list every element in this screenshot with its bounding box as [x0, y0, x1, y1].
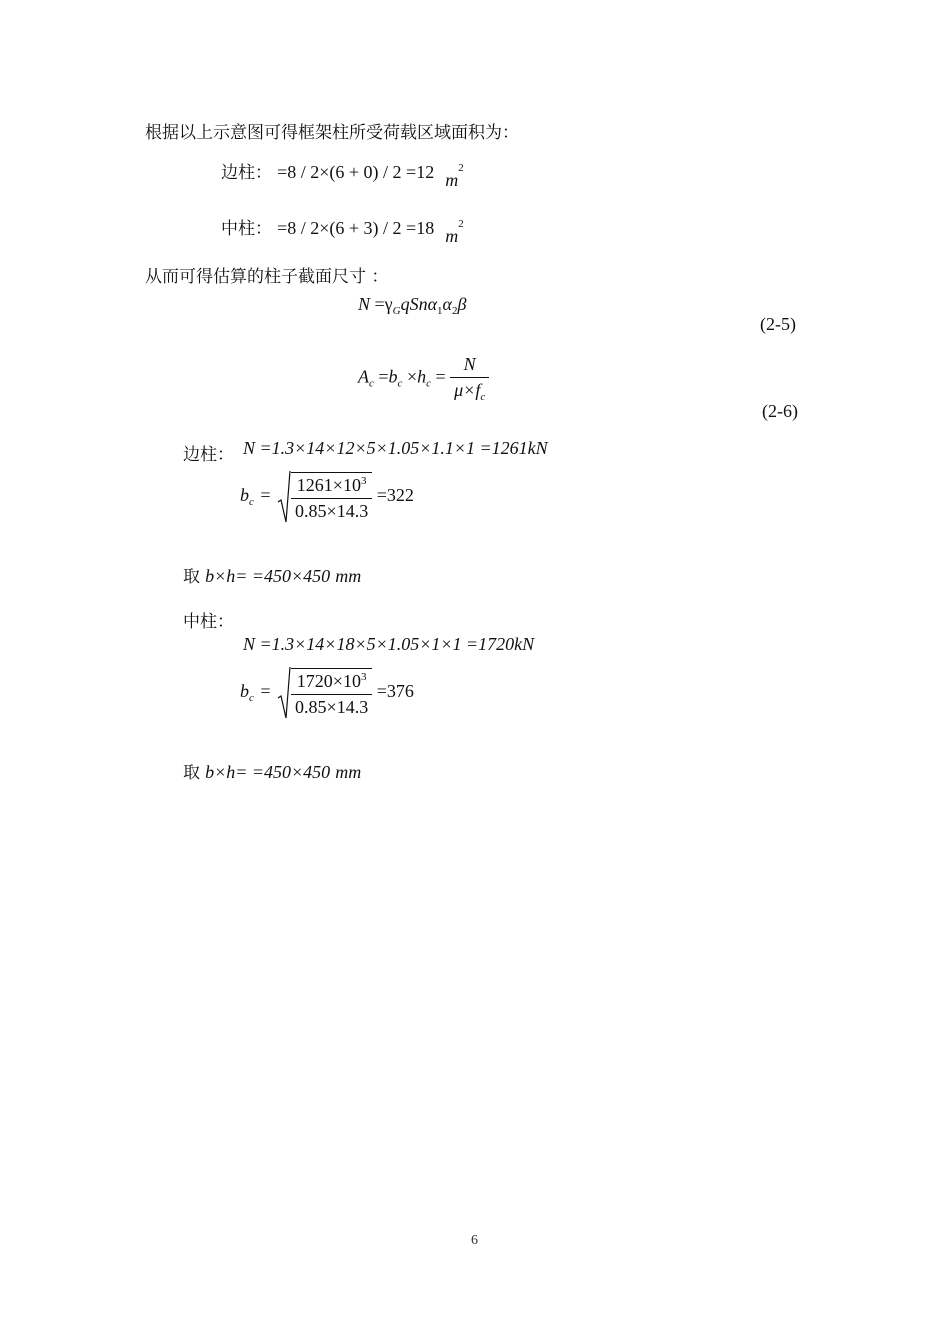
eq25-1: 1 [437, 305, 443, 317]
edge-take-unit: mm [335, 566, 362, 586]
eq26-c3: c [426, 377, 431, 390]
mid-bc-den: 0.85×14.3 [295, 697, 369, 717]
edge-bc-result: =322 [376, 485, 414, 506]
area-edge-expr: =8 / 2×(6 + 0) / 2 =12 [277, 162, 435, 182]
edge-N-expr: N =1.3×14×12×5×1.05×1.1×1 =1261kN [243, 438, 548, 458]
area-edge-unit-exp: 2 [458, 162, 464, 174]
edge-bc-row: $b_c$ = $\frac{1261\times 10^3}{0.85\times 14.3}$ =322 [240, 470, 414, 524]
area-edge-label: 边柱： [221, 163, 272, 183]
edge-bc-sub: c [249, 496, 254, 509]
eq26-denominator [450, 378, 489, 403]
mid-bc-row: $b_c$ = $\frac{1720\times 10^3}{0.85\times 14.3}$ =376 [240, 666, 414, 720]
area-mid-unit: m [445, 226, 459, 246]
area-mid-row [221, 214, 464, 246]
intro-text: 根据以上示意图可得框架柱所受荷载区域面积为： [145, 123, 519, 143]
sqrt-sign-icon [277, 470, 291, 524]
mid-sqrt [277, 666, 372, 720]
eq26-b: b [388, 366, 398, 387]
equation-2-5 [358, 294, 466, 317]
sqrt-sign-icon [277, 666, 291, 720]
mid-bc-num-text: 1720×10 [296, 671, 361, 691]
eq26-times: × [406, 366, 418, 387]
mid-N-expr: N =1.3×14×18×5×1.05×1×1 =1720kN [243, 634, 535, 654]
edge-take-expr: b×h= =450×450 [205, 566, 331, 586]
mid-bc-sub: c [249, 692, 254, 705]
eq26-den-text: μ×f [454, 380, 481, 400]
eq26-eq1: = [378, 366, 389, 387]
eq26-h: h [417, 366, 427, 387]
edge-take-label: 取 [183, 567, 200, 587]
eq26-c2: c [397, 377, 403, 390]
eq25-beta: β [457, 294, 467, 314]
area-mid-label: 中柱： [221, 219, 272, 239]
eq25-2: 2 [451, 305, 458, 317]
mid-bc-result: =376 [376, 681, 414, 702]
page-number: 6 [471, 1233, 478, 1248]
mid-take-row [183, 758, 361, 783]
edge-bc-num-text: 1261×10 [296, 475, 361, 495]
eq25-rhs-pre: =γ [374, 294, 393, 314]
eq26-c4: c [480, 391, 486, 403]
eq26-eq2: = [435, 366, 446, 387]
mid-label: 中柱： [183, 612, 234, 632]
eq26-A: A [358, 366, 369, 387]
eq26-fraction [450, 354, 489, 403]
edge-label: 边柱： [183, 445, 234, 465]
area-edge-unit: m [445, 170, 459, 190]
area-edge-row [221, 158, 464, 190]
equation-2-6 [358, 354, 489, 403]
edge-sqrt [277, 470, 372, 524]
mid-bc-num-exp: 3 [360, 671, 367, 683]
eq25-alpha: α [442, 294, 452, 314]
eq26-numerator: N [450, 354, 489, 378]
eq26-c1: c [369, 377, 374, 390]
edge-bc-fraction [291, 472, 372, 522]
edge-bc-num-exp: 3 [360, 475, 367, 487]
mid-bc-fraction [291, 668, 372, 718]
area-mid-expr: =8 / 2×(6 + 3) / 2 =18 [277, 218, 435, 238]
mid-take-label: 取 [183, 763, 200, 783]
mid-take-expr: b×h= =450×450 [205, 762, 331, 782]
edge-bc-den: 0.85×14.3 [295, 501, 369, 521]
area-mid-unit-exp: 2 [458, 218, 464, 230]
eq25-g: G [392, 305, 401, 317]
mid-take-unit: mm [335, 762, 362, 782]
edge-bc-label: b [240, 485, 249, 506]
edge-bc-num [291, 475, 372, 499]
section-intro: 从而可得估算的柱子截面尺寸 ： [145, 267, 389, 287]
edge-take-row [183, 562, 361, 587]
mid-bc-label: b [240, 681, 249, 702]
eq25-mid: qSnα [400, 294, 438, 314]
eq25-lhs: N [358, 294, 371, 314]
mid-bc-num [291, 671, 372, 695]
equation-number-2-6: (2-6) [762, 401, 798, 421]
equation-number-2-5: (2-5) [760, 314, 796, 334]
